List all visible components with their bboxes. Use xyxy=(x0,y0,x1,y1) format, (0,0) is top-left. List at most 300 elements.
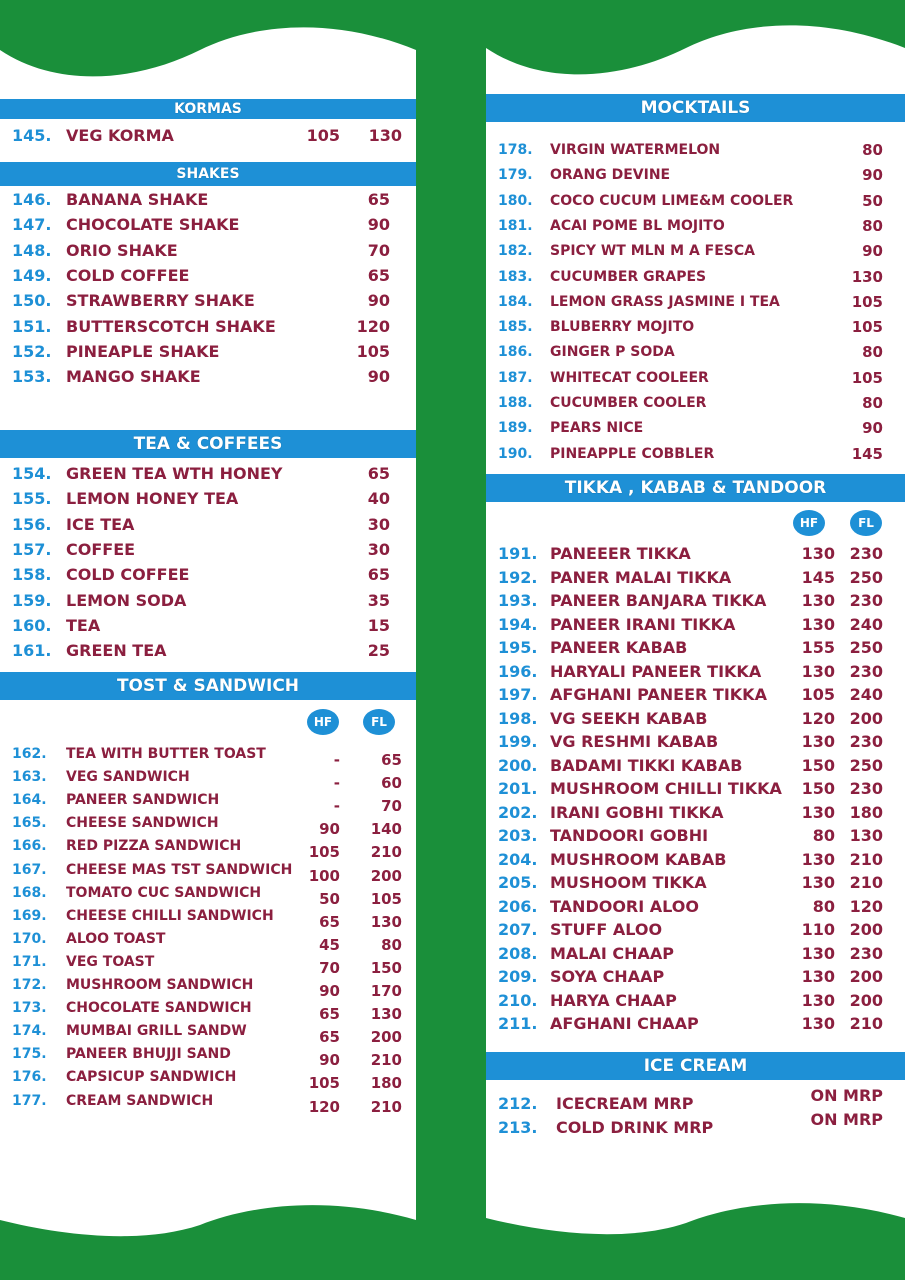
item-price: 70 xyxy=(367,240,390,260)
item-price: 65 xyxy=(367,190,390,209)
menu-item-row xyxy=(486,292,905,312)
menu-item-row xyxy=(486,267,905,287)
section-header-ice-cream: ICE CREAM xyxy=(486,1052,905,1080)
item-name: CHEESE MAS TST SANDWICH xyxy=(66,861,293,878)
menu-item-row xyxy=(0,464,416,484)
item-price: 90 xyxy=(367,291,390,311)
item-number: 162. xyxy=(12,746,47,762)
item-full-price: 200 xyxy=(370,866,402,885)
item-price: 65 xyxy=(367,464,390,483)
item-half-price: 80 xyxy=(812,826,835,845)
item-name: HARYALI PANEER TIKKA xyxy=(550,661,762,681)
menu-item-row xyxy=(486,568,905,588)
item-half-price: 100 xyxy=(308,866,340,885)
item-name: SPICY WT MLN M A FESCA xyxy=(550,243,755,260)
item-number: 163. xyxy=(12,769,47,786)
item-number: 167. xyxy=(12,861,47,878)
item-half-price: 45 xyxy=(319,935,340,954)
item-number: 199. xyxy=(498,732,538,751)
item-half-price: 110 xyxy=(801,920,835,939)
left-menu-panel xyxy=(0,20,416,1245)
item-number: 146. xyxy=(12,190,52,209)
item-price: 90 xyxy=(862,242,883,261)
item-name: COFFEE xyxy=(66,539,136,559)
item-name: CREAM SANDWICH xyxy=(66,1092,214,1109)
item-name: SOYA CHAAP xyxy=(550,967,665,986)
menu-item-row xyxy=(486,1110,905,1138)
item-full-price: 240 xyxy=(849,685,883,704)
menu-item-row xyxy=(0,641,416,661)
item-price: 25 xyxy=(367,641,390,661)
item-full-price: 230 xyxy=(849,544,883,563)
section-header-tikka-kabab-tandoor: TIKKA , KABAB & TANDOOR xyxy=(486,474,905,502)
item-full-price: 65 xyxy=(381,751,402,769)
item-number: 185. xyxy=(498,319,533,336)
menu-item-row xyxy=(486,638,905,658)
item-number: 179. xyxy=(498,167,533,184)
item-number: 164. xyxy=(12,792,47,809)
item-half-price: 90 xyxy=(319,1051,340,1070)
menu-item-row xyxy=(0,342,416,362)
item-full-price: 170 xyxy=(370,982,402,1000)
item-full-price: 60 xyxy=(381,774,402,793)
item-half-price: 130 xyxy=(801,1014,835,1033)
item-name: PINEAPLE SHAKE xyxy=(66,341,220,361)
item-name: COLD COFFEE xyxy=(66,565,190,585)
menu-item-row xyxy=(0,883,416,908)
item-number: 198. xyxy=(498,708,538,728)
item-name: BADAMI TIKKI KABAB xyxy=(550,755,743,775)
item-number: 153. xyxy=(12,367,52,387)
item-number: 208. xyxy=(498,943,538,963)
item-name: ALOO TOAST xyxy=(66,930,166,947)
item-number: 190. xyxy=(498,445,533,462)
item-half-price: 105 xyxy=(308,1074,340,1093)
item-half-price: - xyxy=(333,751,340,769)
item-number: 169. xyxy=(12,907,47,924)
menu-item-row xyxy=(486,241,905,261)
item-price: 145 xyxy=(851,444,883,463)
menu-item-row xyxy=(486,944,905,964)
item-number: 188. xyxy=(498,395,533,411)
item-name: CHEESE CHILLI SANDWICH xyxy=(66,907,274,924)
item-price: 90 xyxy=(862,419,883,438)
item-half-price: 90 xyxy=(319,820,340,839)
item-price: 40 xyxy=(367,489,390,509)
item-price: 80 xyxy=(862,394,883,412)
item-name: VEG TOAST xyxy=(66,953,155,970)
menu-item-row xyxy=(486,191,905,211)
item-full-price: 130 xyxy=(849,826,883,845)
item-half-price: 70 xyxy=(319,958,340,977)
item-half-price: 130 xyxy=(801,732,835,751)
item-half-price: 130 xyxy=(801,544,835,563)
item-full-price: 230 xyxy=(849,591,883,610)
item-name: ICE TEA xyxy=(66,514,135,534)
item-full-price: 240 xyxy=(849,614,883,634)
menu-item-row xyxy=(0,126,416,146)
item-full-price: 210 xyxy=(370,1097,402,1116)
item-full-price: 230 xyxy=(849,732,883,751)
item-number: 170. xyxy=(12,930,47,947)
item-name: TEA xyxy=(66,615,101,635)
item-half-price: 65 xyxy=(319,1005,340,1024)
item-full-price: 200 xyxy=(849,920,883,939)
item-number: 209. xyxy=(498,967,538,986)
item-full-price: 80 xyxy=(381,935,402,954)
item-name: CUCUMBER GRAPES xyxy=(550,268,707,285)
menu-item-row xyxy=(0,744,416,769)
item-name: WHITECAT COOLEER xyxy=(550,369,709,386)
item-number: 149. xyxy=(12,265,52,285)
item-full-price: 200 xyxy=(849,967,883,986)
menu-item-row xyxy=(486,615,905,635)
menu-item-row xyxy=(0,813,416,839)
item-price: ON MRP xyxy=(810,1086,883,1105)
menu-item-row xyxy=(486,140,905,160)
menu-item-row xyxy=(0,540,416,560)
menu-item-row xyxy=(0,1067,416,1093)
item-full-price: 180 xyxy=(849,802,883,822)
item-number: 172. xyxy=(12,977,47,993)
item-half-price: 105 xyxy=(308,843,340,862)
menu-item-row xyxy=(0,291,416,311)
item-number: 202. xyxy=(498,802,538,822)
item-name: CHOCOLATE SANDWICH xyxy=(66,1000,252,1017)
menu-item-row xyxy=(486,991,905,1011)
menu-item-row xyxy=(486,685,905,705)
item-name: CUCUMBER COOLER xyxy=(550,395,707,411)
item-number: 166. xyxy=(12,838,47,855)
menu-item-row xyxy=(0,616,416,636)
item-name: ORIO SHAKE xyxy=(66,240,178,260)
item-name: PANEER IRANI TIKKA xyxy=(550,614,736,634)
menu-item-row xyxy=(486,756,905,776)
item-number: 204. xyxy=(498,849,538,869)
item-half-price: 105 xyxy=(306,126,340,145)
menu-item-row xyxy=(486,803,905,823)
item-number: 147. xyxy=(12,215,52,235)
item-name: AFGHANI CHAAP xyxy=(550,1014,699,1033)
item-price: 65 xyxy=(367,265,390,285)
item-name: ACAI POME BL MOJITO xyxy=(550,217,725,234)
item-number: 178. xyxy=(498,142,533,158)
menu-item-row xyxy=(486,897,905,917)
menu-item-row xyxy=(486,368,905,388)
menu-item-row xyxy=(0,929,416,954)
item-price: 80 xyxy=(862,343,883,362)
item-name: VG SEEKH KABAB xyxy=(550,708,708,728)
item-number: 171. xyxy=(12,953,47,970)
item-half-price: 145 xyxy=(801,567,835,587)
full-badge: FL xyxy=(363,709,395,735)
item-name: CHEESE SANDWICH xyxy=(66,815,219,832)
item-full-price: 200 xyxy=(849,708,883,728)
item-number: 151. xyxy=(12,316,52,336)
item-number: 160. xyxy=(12,615,52,635)
item-half-price: 130 xyxy=(801,943,835,963)
item-full-price: 200 xyxy=(370,1028,402,1047)
item-name: BANANA SHAKE xyxy=(66,190,209,209)
menu-item-row xyxy=(0,836,416,862)
item-name: VIRGIN WATERMELON xyxy=(550,142,721,158)
item-number: 145. xyxy=(12,126,52,145)
menu-item-row xyxy=(486,920,905,940)
item-number: 173. xyxy=(12,1000,47,1017)
item-name: MUMBAI GRILL SANDW xyxy=(66,1023,247,1040)
item-name: STUFF ALOO xyxy=(550,920,663,939)
item-name: COLD DRINK MRP xyxy=(556,1118,714,1137)
item-half-price: 65 xyxy=(319,1028,340,1047)
item-full-price: 150 xyxy=(370,958,402,977)
menu-item-row xyxy=(486,444,905,464)
section-header-mocktails: MOCKTAILS xyxy=(486,94,905,122)
item-name: VEG SANDWICH xyxy=(66,769,190,786)
item-half-price: - xyxy=(333,774,340,793)
item-number: 184. xyxy=(498,293,533,310)
menu-item-row xyxy=(0,952,416,977)
item-full-price: 140 xyxy=(370,820,402,839)
item-price: 65 xyxy=(367,565,390,585)
item-full-price: 120 xyxy=(849,896,883,916)
item-number: 180. xyxy=(498,192,533,209)
menu-item-row xyxy=(486,317,905,337)
menu-item-row xyxy=(0,998,416,1024)
item-name: GREEN TEA xyxy=(66,641,167,661)
item-price: 15 xyxy=(367,615,390,635)
item-name: COCO CUCUM LIME&M COOLER xyxy=(550,192,794,209)
menu-item-row xyxy=(486,342,905,362)
item-number: 206. xyxy=(498,896,538,916)
item-price: 105 xyxy=(851,318,883,337)
menu-item-row xyxy=(0,1091,416,1116)
item-full-price: 230 xyxy=(849,779,883,798)
item-price: 80 xyxy=(862,216,883,235)
item-price: 130 xyxy=(851,267,883,286)
item-name: PANEER BANJARA TIKKA xyxy=(550,591,767,610)
item-price: ON MRP xyxy=(810,1110,883,1129)
item-price: 105 xyxy=(851,292,883,311)
item-number: 155. xyxy=(12,489,52,509)
item-price: 90 xyxy=(367,215,390,235)
item-number: 181. xyxy=(498,217,533,234)
item-full-price: 250 xyxy=(849,755,883,775)
item-number: 205. xyxy=(498,873,538,892)
menu-item-row xyxy=(0,565,416,585)
item-half-price: 155 xyxy=(801,638,835,657)
item-name: TEA WITH BUTTER TOAST xyxy=(66,746,266,762)
item-half-price: 90 xyxy=(319,982,340,1000)
item-half-price: 130 xyxy=(801,990,835,1010)
item-number: 158. xyxy=(12,565,52,585)
item-price: 120 xyxy=(356,316,390,336)
menu-item-row xyxy=(0,860,416,885)
item-number: 191. xyxy=(498,544,538,563)
item-name: COLD COFFEE xyxy=(66,265,190,285)
item-half-price: 130 xyxy=(801,802,835,822)
item-full-price: 250 xyxy=(849,567,883,587)
menu-item-row xyxy=(0,975,416,1000)
item-name: TANDOORI ALOO xyxy=(550,896,699,916)
menu-item-row xyxy=(0,790,416,816)
menu-item-row xyxy=(0,266,416,286)
item-half-price: 150 xyxy=(801,779,835,798)
item-name: PINEAPPLE COBBLER xyxy=(550,445,715,462)
item-half-price: 130 xyxy=(801,591,835,610)
menu-item-row xyxy=(486,779,905,799)
item-half-price: 130 xyxy=(801,873,835,892)
item-full-price: 210 xyxy=(849,849,883,869)
item-price: 90 xyxy=(367,367,390,387)
item-number: 177. xyxy=(12,1092,47,1109)
item-price: 35 xyxy=(367,590,390,610)
item-name: HARYA CHAAP xyxy=(550,990,677,1010)
item-half-price: 130 xyxy=(801,967,835,986)
section-header-tea-coffees: TEA & COFFEES xyxy=(0,430,416,458)
full-badge: FL xyxy=(850,510,882,536)
item-full-price: 210 xyxy=(849,1014,883,1033)
menu-item-row xyxy=(486,967,905,987)
item-number: 196. xyxy=(498,661,538,681)
item-number: 210. xyxy=(498,990,538,1010)
item-name: MANGO SHAKE xyxy=(66,367,201,387)
item-full-price: 210 xyxy=(849,873,883,892)
menu-item-row xyxy=(486,850,905,870)
menu-item-row xyxy=(0,241,416,261)
item-full-price: 180 xyxy=(370,1074,402,1093)
menu-item-row xyxy=(486,591,905,611)
item-name: RED PIZZA SANDWICH xyxy=(66,838,242,855)
item-name: CAPSICUP SANDWICH xyxy=(66,1069,237,1086)
item-number: 200. xyxy=(498,755,538,775)
section-header-tost-sandwich: TOST & SANDWICH xyxy=(0,672,416,700)
item-number: 183. xyxy=(498,268,533,285)
menu-item-row xyxy=(0,591,416,611)
item-number: 157. xyxy=(12,539,52,559)
item-full-price: 105 xyxy=(370,889,402,908)
menu-item-row xyxy=(0,1021,416,1047)
top-wave-decoration xyxy=(0,20,416,90)
right-menu-panel xyxy=(486,18,905,1243)
menu-item-row xyxy=(486,418,905,438)
menu-item-row xyxy=(0,515,416,535)
item-name: ICECREAM MRP xyxy=(556,1094,694,1113)
menu-item-row xyxy=(486,544,905,564)
item-name: TOMATO CUC SANDWICH xyxy=(66,884,262,901)
item-name: MUSHROOM SANDWICH xyxy=(66,977,254,993)
menu-item-row xyxy=(486,216,905,236)
bottom-wave-decoration xyxy=(0,1195,416,1245)
menu-item-row xyxy=(486,165,905,185)
item-name: MUSHROOM CHILLI TIKKA xyxy=(550,779,782,798)
menu-item-row xyxy=(486,662,905,682)
top-wave-decoration xyxy=(486,18,905,88)
item-number: 212. xyxy=(498,1094,538,1113)
item-name: LEMON HONEY TEA xyxy=(66,489,239,509)
menu-item-row xyxy=(486,873,905,893)
item-name: PANER MALAI TIKKA xyxy=(550,567,732,587)
item-number: 186. xyxy=(498,344,533,361)
item-half-price: 130 xyxy=(801,661,835,681)
item-name: STRAWBERRY SHAKE xyxy=(66,291,255,311)
item-number: 192. xyxy=(498,567,538,587)
menu-item-row xyxy=(486,732,905,752)
section-header-kormas: KORMAS xyxy=(0,99,416,119)
item-name: ORANG DEVINE xyxy=(550,167,671,184)
item-number: 161. xyxy=(12,641,52,661)
item-number: 187. xyxy=(498,369,533,386)
item-half-price: - xyxy=(333,797,340,816)
item-name: BLUBERRY MOJITO xyxy=(550,319,695,336)
item-full-price: 250 xyxy=(849,638,883,657)
item-number: 193. xyxy=(498,591,538,610)
item-number: 197. xyxy=(498,685,538,704)
item-full-price: 130 xyxy=(370,912,402,931)
menu-item-row xyxy=(0,1044,416,1070)
section-header-shakes: SHAKES xyxy=(0,162,416,186)
item-name: LEMON SODA xyxy=(66,590,187,610)
item-number: 182. xyxy=(498,243,533,260)
item-name: GINGER P SODA xyxy=(550,344,675,361)
item-number: 168. xyxy=(12,884,47,901)
item-number: 211. xyxy=(498,1014,538,1033)
item-name: TANDOORI GOBHI xyxy=(550,826,709,845)
item-name: CHOCOLATE SHAKE xyxy=(66,215,240,235)
item-number: 154. xyxy=(12,464,52,483)
item-number: 152. xyxy=(12,341,52,361)
item-price: 90 xyxy=(862,166,883,185)
item-name: AFGHANI PANEER TIKKA xyxy=(550,685,767,704)
item-name: PANEER BHUJJI SAND xyxy=(66,1046,231,1063)
item-name: GREEN TEA WTH HONEY xyxy=(66,464,283,483)
item-number: 176. xyxy=(12,1069,47,1086)
item-number: 156. xyxy=(12,514,52,534)
item-price: 30 xyxy=(367,539,390,559)
item-name: PEARS NICE xyxy=(550,420,644,437)
menu-item-row xyxy=(0,190,416,210)
menu-item-row xyxy=(0,215,416,235)
item-number: 189. xyxy=(498,420,533,437)
menu-item-row xyxy=(0,317,416,337)
item-full-price: 230 xyxy=(849,943,883,963)
item-half-price: 130 xyxy=(801,614,835,634)
item-name: VG RESHMI KABAB xyxy=(550,732,719,751)
bottom-wave-decoration xyxy=(486,1193,905,1243)
item-price: 50 xyxy=(862,191,883,210)
menu-item-row xyxy=(0,767,416,793)
item-full-price: 70 xyxy=(381,797,402,816)
item-number: 195. xyxy=(498,638,538,657)
item-name: LEMON GRASS JASMINE I TEA xyxy=(550,293,780,310)
item-number: 159. xyxy=(12,590,52,610)
item-half-price: 120 xyxy=(801,708,835,728)
item-name: VEG KORMA xyxy=(66,126,174,145)
item-full-price: 210 xyxy=(370,1051,402,1070)
item-number: 148. xyxy=(12,240,52,260)
item-number: 194. xyxy=(498,614,538,634)
item-number: 207. xyxy=(498,920,538,939)
menu-item-row xyxy=(486,709,905,729)
item-name: PANEER SANDWICH xyxy=(66,792,220,809)
item-price: 30 xyxy=(367,514,390,534)
item-number: 203. xyxy=(498,826,538,845)
menu-item-row xyxy=(486,826,905,846)
item-name: MALAI CHAAP xyxy=(550,943,675,963)
item-number: 150. xyxy=(12,291,52,311)
item-number: 174. xyxy=(12,1023,47,1040)
item-number: 201. xyxy=(498,779,538,798)
item-name: PANEER KABAB xyxy=(550,638,688,657)
